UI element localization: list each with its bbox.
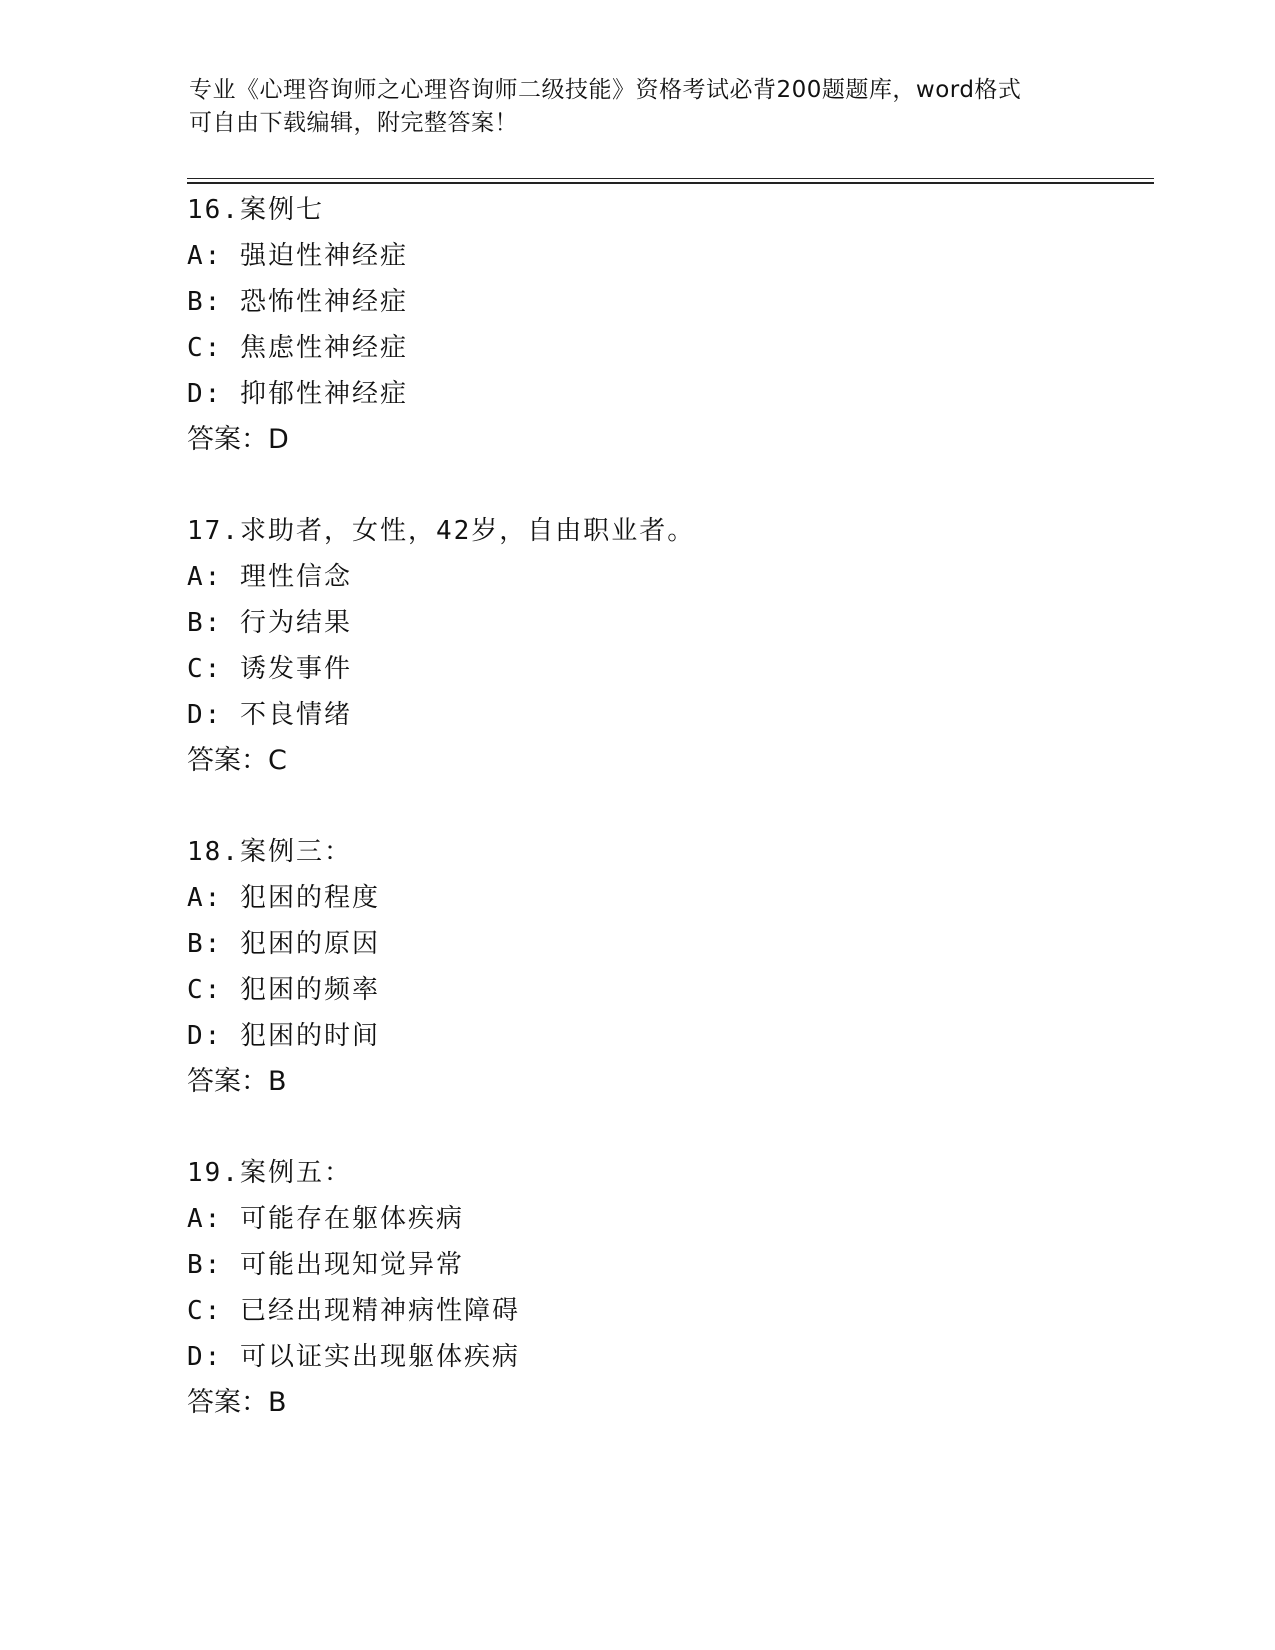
answer-value: C bbox=[268, 745, 287, 776]
answer-label: 答案： bbox=[187, 1387, 268, 1418]
question-stem: 18.案例三： bbox=[187, 837, 352, 867]
option-b: B: 行为结果 bbox=[187, 608, 352, 638]
answer-value: B bbox=[268, 1066, 287, 1097]
answer-line bbox=[187, 1380, 1087, 1426]
option-b: B: 可能出现知觉异常 bbox=[187, 1250, 464, 1280]
question-stem: 16.案例七 bbox=[187, 195, 324, 225]
answer-line bbox=[187, 738, 1087, 784]
option-a: A: 犯困的程度 bbox=[187, 883, 380, 913]
option-c: C: 诱发事件 bbox=[187, 654, 352, 684]
header-line-1: 专业《心理咨询师之心理咨询师二级技能》资格考试必背200题题库，word格式 bbox=[189, 77, 1022, 103]
question-stem: 19.案例五： bbox=[187, 1158, 352, 1188]
answer-value: D bbox=[268, 424, 289, 455]
question-stem: 17.求助者，女性，42岁，自由职业者。 bbox=[187, 516, 696, 546]
option-a: A: 强迫性神经症 bbox=[187, 241, 408, 271]
option-d: D: 犯困的时间 bbox=[187, 1021, 380, 1051]
answer-value: B bbox=[268, 1387, 287, 1418]
option-b: B: 恐怖性神经症 bbox=[187, 287, 408, 317]
option-c: C: 已经出现精神病性障碍 bbox=[187, 1296, 520, 1326]
option-d: D: 抑郁性神经症 bbox=[187, 379, 408, 409]
divider-thin-line bbox=[187, 178, 1154, 179]
option-c: C: 焦虑性神经症 bbox=[187, 333, 408, 363]
option-c: C: 犯困的频率 bbox=[187, 975, 380, 1005]
question-16 bbox=[187, 187, 1087, 463]
answer-label: 答案： bbox=[187, 1066, 268, 1097]
document-header bbox=[189, 74, 1069, 140]
option-a: A: 可能存在躯体疾病 bbox=[187, 1204, 464, 1234]
option-d: D: 不良情绪 bbox=[187, 700, 352, 730]
question-19 bbox=[187, 1150, 1087, 1426]
header-line-2: 可自由下载编辑，附完整答案！ bbox=[189, 110, 518, 136]
divider-thick-line bbox=[187, 182, 1154, 184]
answer-line bbox=[187, 1059, 1087, 1105]
option-a: A: 理性信念 bbox=[187, 562, 352, 592]
answer-line bbox=[187, 417, 1087, 463]
option-b: B: 犯困的原因 bbox=[187, 929, 380, 959]
header-divider bbox=[187, 178, 1154, 184]
option-d: D: 可以证实出现躯体疾病 bbox=[187, 1342, 520, 1372]
question-18 bbox=[187, 829, 1087, 1105]
answer-label: 答案： bbox=[187, 424, 268, 455]
question-17 bbox=[187, 508, 1087, 784]
answer-label: 答案： bbox=[187, 745, 268, 776]
